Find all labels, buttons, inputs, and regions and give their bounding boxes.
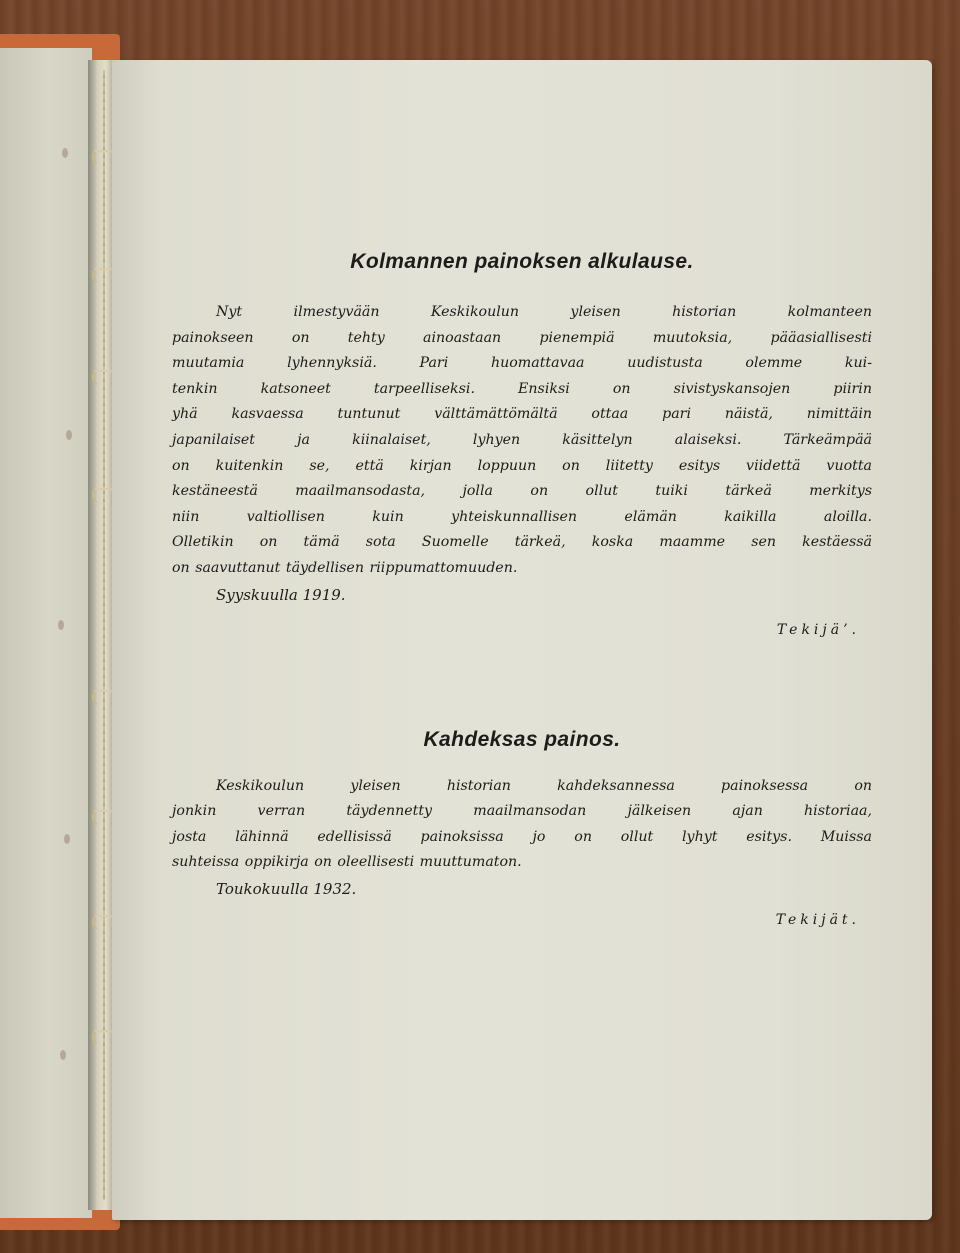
text-line: jonkin verran täydennetty maailmansodan jälkeisen ajan historiaa, [172,803,872,820]
text-line: muutamia lyhennyksiä. Pari huomattavaa uudistusta olemme kui- [172,355,872,372]
author-signature: Tekijät. [775,911,860,928]
paper-spot [58,620,64,630]
text-line: Nyt ilmestyvään Keskikoulun yleisen historian kolmanteen [216,304,872,320]
text-line: niin valtiollisen kuin yhteiskunnallisen elämän kaikilla aloilla. [172,508,872,525]
text-line: kestäneestä maailmansodasta, jolla on ollut tuiki tärkeä merkitys [172,483,872,500]
paper-spot [64,834,70,844]
preface-paragraph [172,300,872,582]
text-line: on saavuttanut täydellisen riippumattomuuden. [172,559,518,576]
preface-date: Toukokuulla 1932. [216,879,357,898]
book-page [112,60,932,1220]
text-line: josta lähinnä edellisissä painoksissa jo on ollut lyhyt esitys. Muissa [172,828,872,845]
left-endpaper [0,48,92,1218]
text-line: painokseen on tehty ainoastaan pienempiä muutoksia, pääasiallisesti [172,329,872,346]
text-line: on kuitenkin se, että kirjan loppuun on liitetty esitys viidettä vuotta [172,457,872,474]
paper-spot [66,430,72,440]
section-heading: Kahdeksas painos. [423,727,621,751]
author-signature: Tekijä’. [776,621,860,638]
paper-spot [60,1050,66,1060]
preface-paragraph [172,774,872,876]
paper-spot [62,148,68,158]
text-line: tenkin katsoneet tarpeelliseksi. Ensiksi on sivistyskansojen piirin [172,380,872,397]
text-line: japanilaiset ja kiinalaiset, lyhyen käsittelyn alaiseksi. Tärkeämpää [172,431,872,448]
text-line: yhä kasvaessa tuntunut välttämättömältä ottaa pari näistä, nimittäin [172,406,872,423]
section-heading: Kolmannen painoksen alkulause. [350,250,694,273]
text-line: suhteissa oppikirja on oleellisesti muuttumaton. [172,854,522,871]
text-line: Keskikoulun yleisen historian kahdeksannessa painoksessa on [216,777,872,794]
text-line: Olletikin on tämä sota Suomelle tärkeä, koska maamme sen kestäessä [172,534,872,551]
page-content [172,250,872,928]
preface-date: Syyskuulla 1919. [216,585,346,604]
